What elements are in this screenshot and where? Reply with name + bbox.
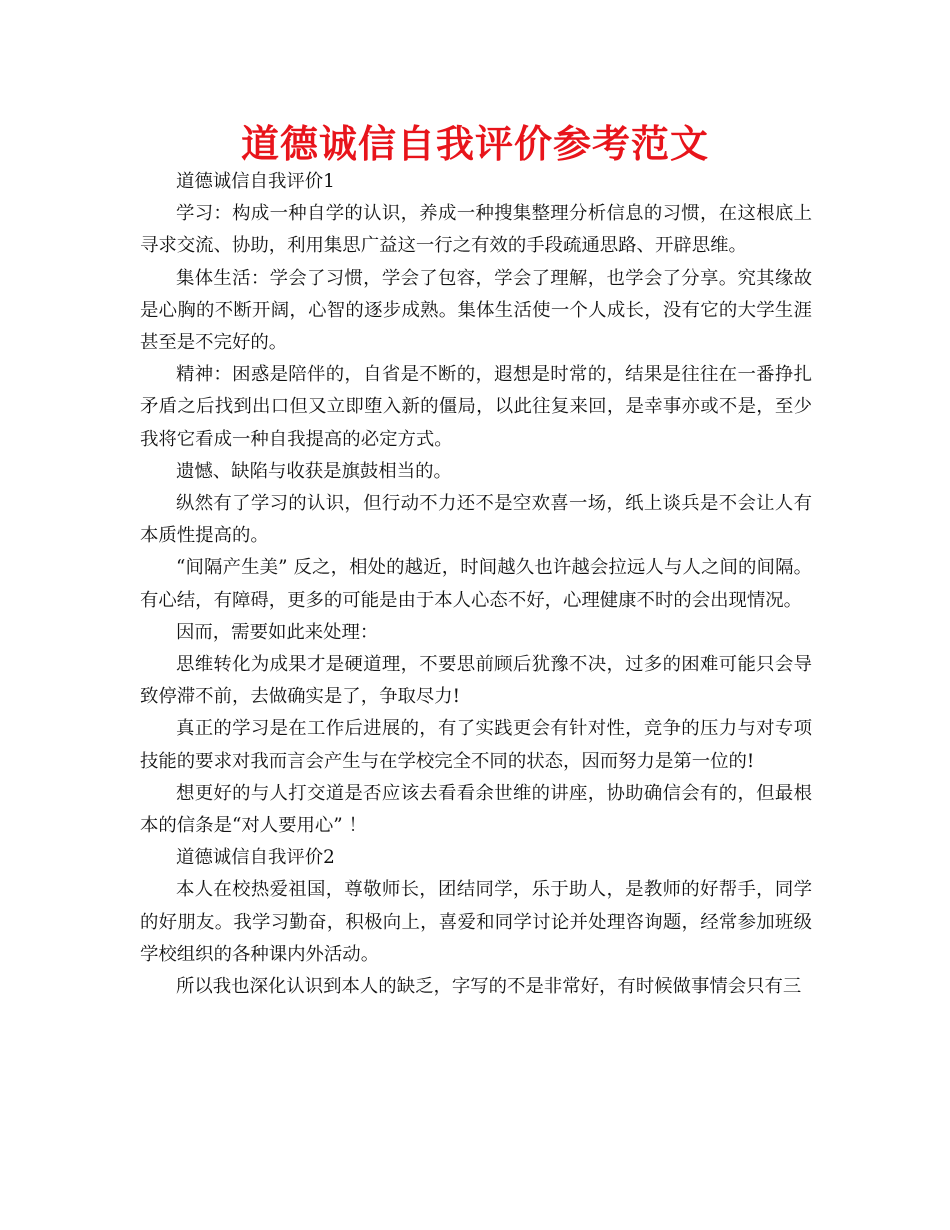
paragraph: 遗憾、缺陷与收获是旗鼓相当的。	[176, 460, 452, 482]
paragraph: 因而，需要如此来处理：	[176, 621, 379, 643]
paragraph: 精神：困惑是陪伴的，自省是不断的，遐想是时常的，结果是往往在一番挣扎矛盾之后找到出口但又立即堕入新的僵局，以此往复来回，是幸事亦或不是，至少我将它看成一种自我提高的必定方式。	[140, 364, 812, 450]
paragraph: 集体生活：学会了习惯，学会了包容，学会了理解，也学会了分享。究其缘故是心胸的不断开阔，心智的逐步成熟。集体生活使一个人成长，没有它的大学生涯甚至是不完好的。	[140, 267, 812, 354]
paragraph: 纵然有了学习的认识，但行动不力还不是空欢喜一场，纸上谈兵是不会让人有本质性提高的。	[140, 493, 812, 547]
paragraph: 道德诚信自我评价1	[176, 171, 335, 192]
paragraph: 学习：构成一种自学的认识，养成一种搜集整理分析信息的习惯，在这根底上寻求交流、协助，利用集思广益这一行之有效的手段疏通思路、开辟思维。	[140, 203, 812, 257]
paragraph: 想更好的与人打交道是否应该去看看余世维的讲座，协助确信会有的，但最根本的信条是“对人要用心” ！	[140, 782, 812, 837]
document-body	[140, 166, 812, 1003]
paragraph: “间隔产生美” 反之，相处的越近，时间越久也许越会拉远人与人之间的间隔。有心结，有障碍，更多的可能是由于本人心态不好，心理健康不时的会出现情况。	[140, 557, 812, 611]
paragraph: 真正的学习是在工作后进展的，有了实践更会有针对性，竞争的压力与对专项技能的要求对我而言会产生与在学校完全不同的状态，因而努力是第一位的!	[140, 718, 812, 772]
paragraph: 思维转化为成果才是硬道理，不要思前顾后犹豫不决，过多的困难可能只会导致停滞不前，去做确实是了，争取尽力!	[140, 654, 812, 708]
paragraph: 本人在校热爱祖国，尊敬师长，团结同学，乐于助人，是教师的好帮手，同学的好朋友。我学习勤奋，积极向上，喜爱和同学讨论并处理咨询题，经常参加班级学校组织的各种课内外活动。	[140, 879, 812, 965]
document-title: 道德诚信自我评价参考范文	[240, 122, 709, 166]
paragraph: 道德诚信自我评价2	[176, 847, 335, 869]
paragraph: 所以我也深化认识到本人的缺乏，字写的不是非常好，有时候做事情会只有三	[176, 976, 802, 998]
